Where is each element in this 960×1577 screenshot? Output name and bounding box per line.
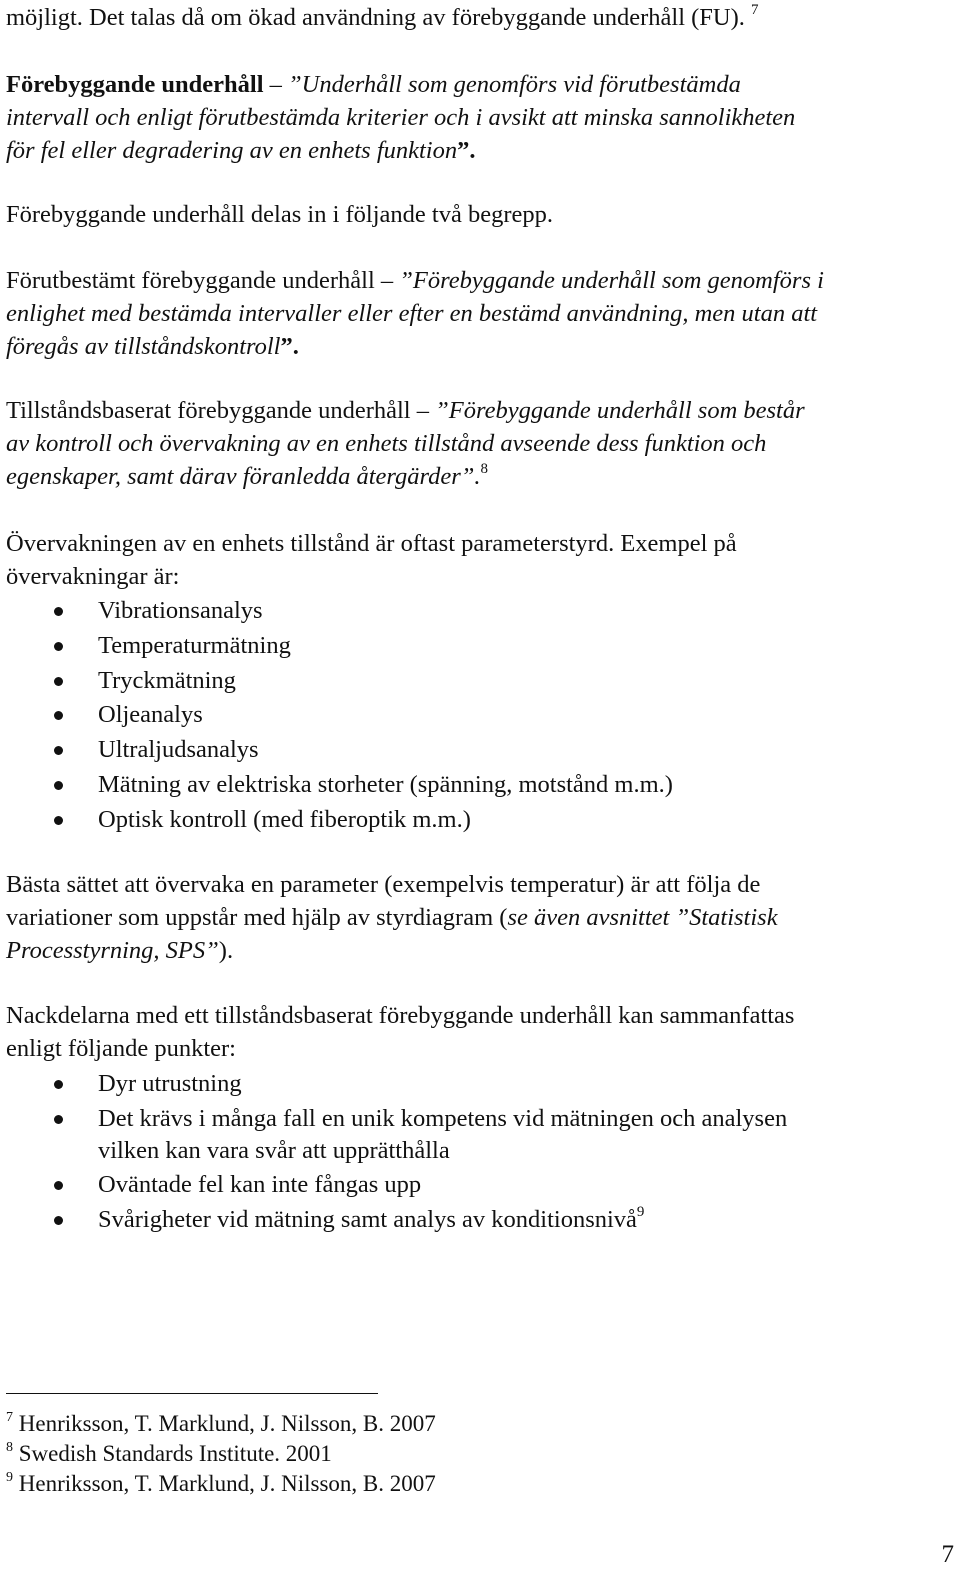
- best-reference: Processtyrning, SPS”: [6, 936, 219, 964]
- footnote-separator: [6, 1393, 378, 1394]
- footnote-ref-7: 7: [751, 2, 759, 18]
- quote-close: ”.: [280, 332, 299, 360]
- list-item-text: Mätning av elektriska storheter (spänning, motstånd m.m.): [98, 770, 673, 798]
- quote-open: ”: [399, 267, 413, 294]
- footnote-ref-9: 9: [636, 1203, 645, 1220]
- list-item: [0, 1203, 960, 1238]
- term-condition-based: Tillståndsbaserat förebyggande underhåll: [6, 397, 411, 424]
- definition-line: av kontroll och övervakning av en enhets tillstånd avseende dess funktion och: [6, 429, 767, 457]
- list-item: [0, 733, 960, 768]
- list-item-text: Det krävs i många fall en unik kompetens vid mätningen och analysen: [98, 1104, 788, 1132]
- intro-text: möjligt. Det talas då om ökad användning av förebyggande underhåll (FU).: [6, 4, 745, 31]
- list-item-text: Temperaturmätning: [98, 631, 291, 659]
- bullet-icon: [54, 1181, 63, 1190]
- bullet-icon: [54, 816, 63, 825]
- definition-predetermined: [6, 265, 951, 363]
- footnote: [6, 1439, 332, 1469]
- footnote-text: Henriksson, T. Marklund, J. Nilsson, B. 2007: [18, 1471, 436, 1496]
- list-item: [0, 1103, 960, 1168]
- best-line: variationer som uppstår med hjälp av styrdiagram (: [6, 903, 508, 931]
- quote-close: ”.: [460, 462, 481, 490]
- term-predetermined: Förutbestämt förebyggande underhåll: [6, 267, 375, 294]
- definition-line: egenskaper, samt därav föranledda återgärder: [6, 462, 461, 490]
- drawbacks-paragraph: [6, 1000, 951, 1066]
- monitoring-line: Övervakningen av en enhets tillstånd är oftast parameterstyrd. Exempel på: [6, 530, 737, 557]
- dash: –: [416, 397, 429, 424]
- footnote: [6, 1409, 436, 1439]
- bullet-icon: [54, 642, 63, 651]
- bullet-icon: [54, 1115, 63, 1124]
- drawbacks-list: [0, 1067, 960, 1237]
- dash: –: [380, 267, 394, 294]
- list-item-text: Ultraljudsanalys: [98, 736, 259, 764]
- best-method-paragraph: [6, 869, 951, 967]
- footnote-ref-8: 8: [480, 460, 489, 477]
- footnote-text: Henriksson, T. Marklund, J. Nilsson, B. 2007: [18, 1411, 436, 1436]
- bullet-icon: [54, 746, 63, 755]
- intro-line: [6, 2, 951, 35]
- list-item-text: Svårigheter vid mätning samt analys av konditionsnivå: [98, 1205, 637, 1233]
- list-item-text: Dyr utrustning: [98, 1070, 242, 1097]
- page-number: 7: [941, 1541, 954, 1568]
- quote-close: ”.: [457, 136, 476, 164]
- footnote-number: 8: [6, 1440, 13, 1455]
- bullet-icon: [54, 711, 63, 720]
- bullet-icon: [54, 1080, 63, 1089]
- list-item-text: Optisk kontroll (med fiberoptik m.m.): [98, 805, 471, 833]
- dash: –: [269, 71, 282, 98]
- footnote-number: 7: [6, 1410, 13, 1425]
- list-item: [0, 594, 960, 629]
- list-item: [0, 698, 960, 733]
- drawbacks-line: enligt följande punkter:: [6, 1034, 236, 1062]
- list-item: [0, 768, 960, 803]
- list-item-text: Oväntade fel kan inte fångas upp: [98, 1170, 422, 1198]
- footnote-number: 9: [6, 1470, 13, 1485]
- best-line: Bästa sättet att övervaka en parameter (exempelvis temperatur) är att följa de: [6, 871, 761, 898]
- quote-open: ”: [435, 397, 449, 424]
- best-line-end: ).: [218, 936, 234, 964]
- definition-line: Underhåll som genomförs vid förutbestämda: [301, 71, 741, 98]
- footnote-text: Swedish Standards Institute. 2001: [18, 1441, 332, 1466]
- bullet-icon: [54, 781, 63, 790]
- list-item-text: vilken kan vara svår att upprätthålla: [98, 1137, 450, 1165]
- list-item-text: Vibrationsanalys: [98, 597, 263, 624]
- bullet-icon: [54, 607, 63, 616]
- definition-preventive: [6, 69, 951, 167]
- bullet-icon: [54, 677, 63, 686]
- list-item: [0, 803, 960, 838]
- definition-condition-based: [6, 395, 951, 493]
- definition-line: enlighet med bestämda intervaller eller efter en bestämd användning, men utan att: [6, 299, 818, 327]
- list-item: [0, 1067, 960, 1102]
- list-item-text: Tryckmätning: [98, 666, 236, 694]
- list-item: [0, 664, 960, 699]
- definition-line: Förebyggande underhåll som genomförs i: [412, 267, 824, 294]
- best-reference: se även avsnittet ”Statistisk: [507, 903, 778, 931]
- drawbacks-line: Nackdelarna med ett tillståndsbaserat förebyggande underhåll kan sammanfattas: [6, 1002, 795, 1029]
- bullet-icon: [54, 1216, 63, 1225]
- definition-line: föregås av tillståndskontroll: [6, 332, 281, 360]
- quote-open: ”: [288, 71, 302, 98]
- definition-line: intervall och enligt förutbestämda kriterier och i avsikt att minska sannolikheten: [6, 103, 796, 131]
- definition-line: för fel eller degradering av en enhets funktion: [6, 136, 458, 164]
- monitoring-paragraph: [6, 528, 951, 594]
- split-sentence: Förebyggande underhåll delas in i följande två begrepp.: [6, 201, 553, 228]
- definition-line: Förebyggande underhåll som består: [448, 397, 805, 424]
- list-item: [0, 1168, 960, 1203]
- term-preventive: Förebyggande underhåll: [6, 71, 264, 98]
- monitoring-line: övervakningar är:: [6, 562, 180, 590]
- monitoring-list: [0, 594, 960, 838]
- list-item: [0, 629, 960, 664]
- list-item-text: Oljeanalys: [98, 701, 203, 729]
- footnote: [6, 1469, 436, 1499]
